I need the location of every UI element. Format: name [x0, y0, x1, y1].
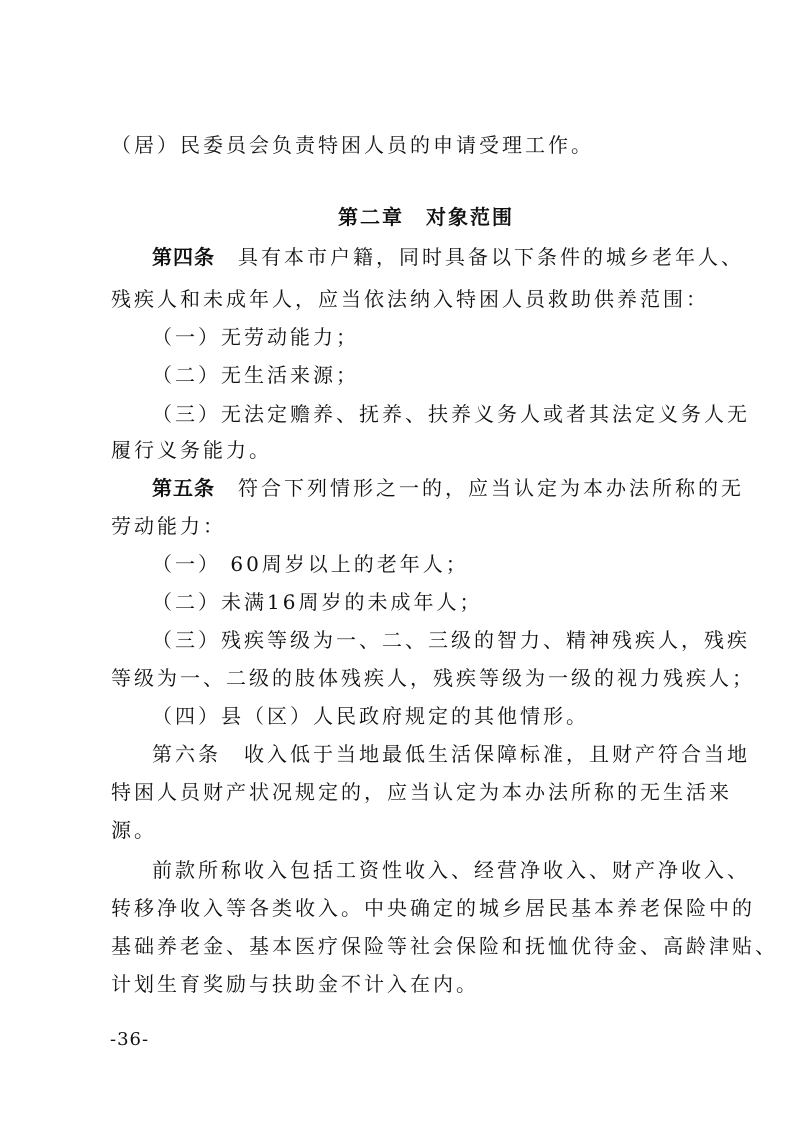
- paragraph-line: 特困人员财产状况规定的，应当认定为本办法所称的无生活来: [111, 780, 732, 804]
- list-item: （一） 60周岁以上的老年人；: [152, 552, 469, 576]
- paragraph-line: 等级为一、二级的肢体残疾人，残疾等级为一级的视力残疾人；: [111, 666, 755, 690]
- list-item: （四）县（区）人民政府规定的其他情形。: [152, 704, 589, 728]
- paragraph-line: 残疾人和未成年人，应当依法纳入特困人员救助供养范围：: [111, 287, 709, 311]
- article-five-label: 第五条: [152, 476, 215, 500]
- paragraph-line: 转移净收入等各类收入。中央确定的城乡居民基本养老保险中的: [111, 896, 755, 920]
- article-four-label: 第四条: [152, 245, 215, 269]
- paragraph-line: 计划生育奖励与扶助金不计入在内。: [111, 972, 479, 996]
- list-item: （三）残疾等级为一、二、三级的智力、精神残疾人，残疾: [152, 628, 750, 652]
- article-six-line: 第六条 收入低于当地最低生活保障标准，且财产符合当地: [152, 742, 750, 766]
- paragraph-line: 源。: [111, 818, 157, 842]
- list-item: （二）未满16周岁的未成年人；: [152, 590, 483, 614]
- paragraph-line: 劳动能力：: [111, 514, 226, 538]
- paragraph-line: 基础养老金、基本医疗保险等社会保险和抚恤优待金、高龄津贴、: [111, 934, 778, 958]
- paragraph-line: 履行义务能力。: [111, 438, 272, 462]
- article-four-line: 第四条 具有本市户籍，同时具备以下条件的城乡老年人、: [152, 245, 744, 269]
- paragraph-line: 前款所称收入包括工资性收入、经营净收入、财产净收入、: [152, 858, 750, 882]
- list-item: （二）无生活来源；: [152, 363, 359, 387]
- list-item: （一）无劳动能力；: [152, 325, 359, 349]
- page-number: -36-: [110, 1029, 150, 1050]
- article-five-line: 第五条 符合下列情形之一的，应当认定为本办法所称的无: [152, 476, 744, 500]
- paragraph-line: （居）民委员会负责特困人员的申请受理工作。: [111, 133, 594, 157]
- list-item: （三）无法定赡养、抚养、扶养义务人或者其法定义务人无: [152, 402, 750, 426]
- chapter-heading: 第二章 对象范围: [338, 205, 514, 229]
